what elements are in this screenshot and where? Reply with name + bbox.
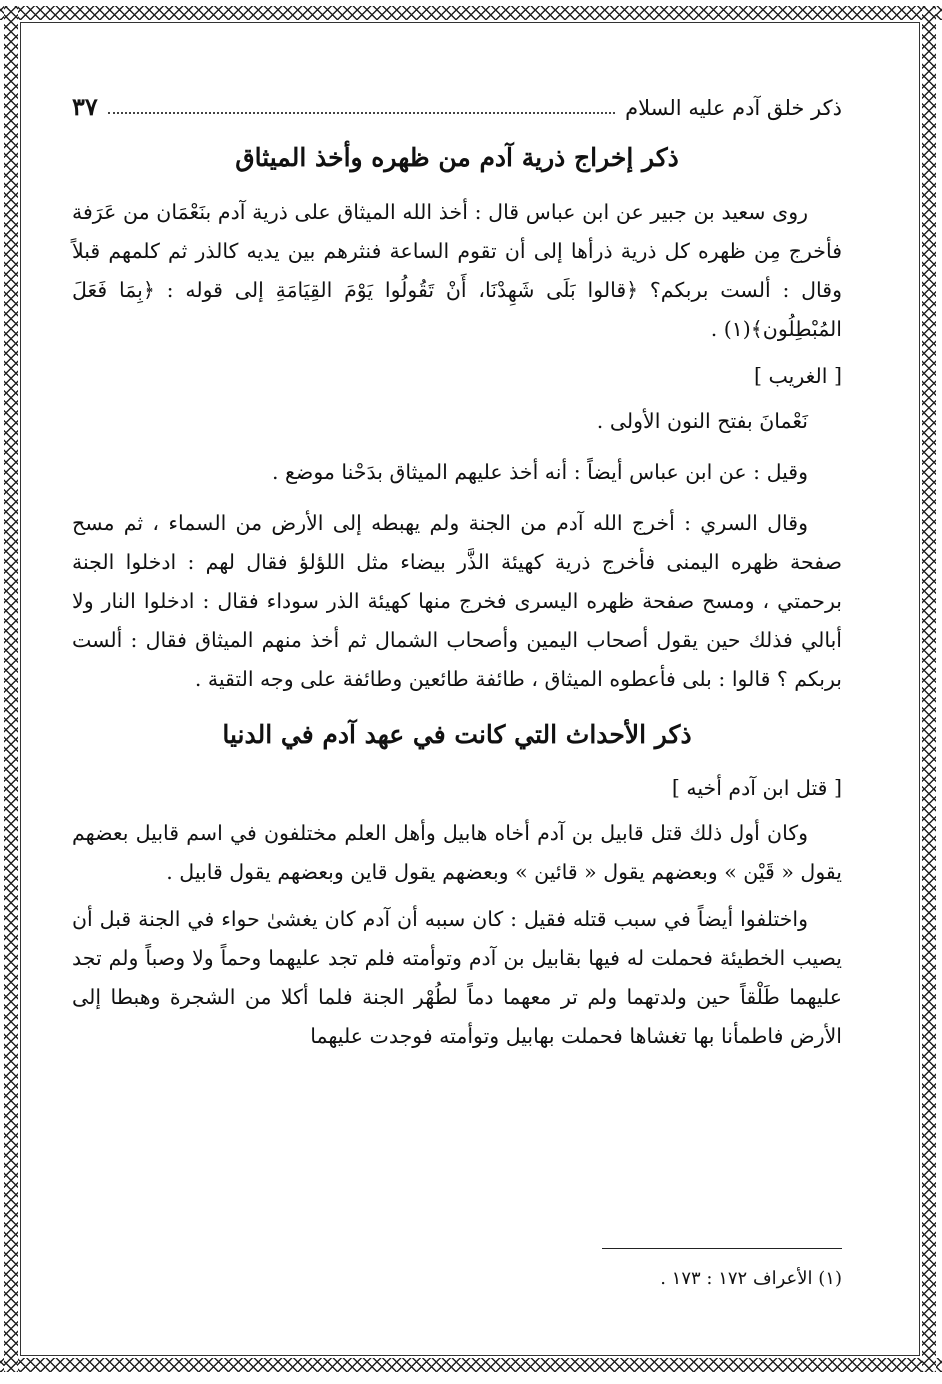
gharib-definition: نَعْمانَ بفتح النون الأولى . — [596, 408, 808, 433]
gharib-label: [ الغريب ] — [753, 363, 842, 388]
footnote-rule — [602, 1248, 842, 1249]
paragraph-cause-of-killing: واختلفوا أيضاً في سبب قتله فقيل : كان سببه أن آدم كان يغشىٰ حواء في الجنة قبل أن يصيب الخطيئة فحملت له فيها بقابيل بن آدم وتوأمته فلم تجد عليهما وحماً ولا وصباً ولم تجد عليهما طَلْقاً حين ولدتهما ولم تر معهما دماً لطُهْر الجنة فلما أكلا من الشجرة وهبطا إلى الأرض فاطمأنا بها تغشاها فحملت بهابيل وتوأمته فوجدت عليهما — [72, 907, 842, 1048]
page-content — [72, 78, 842, 1328]
running-header-title: ذكر خلق آدم عليه السلام — [625, 95, 842, 120]
running-header — [72, 78, 842, 122]
paragraph-qila: وقيل : عن ابن عباس أيضاً : أنه أخذ عليهم الميثاق بدَحْنا موضع . — [271, 459, 808, 484]
subheading-qatl: [ قتل ابن آدم أخيه ] — [671, 776, 842, 800]
ornamental-border-left — [4, 6, 18, 1372]
section-heading-mithaq: ذكر إخراج ذرية آدم من ظهره وأخذ الميثاق — [235, 143, 679, 172]
ornamental-border-right — [922, 6, 936, 1372]
paragraph-suddi: وقال السري : أخرج الله آدم من الجنة ولم يهبطه إلى الأرض من السماء ، ثم مسح صفحة ظهره اليمنى فأخرج ذرية كهيئة الذَّر بيضاء مثل اللؤلؤ فقال لهم : ادخلوا الجنة برحمتي ، ومسح صفحة ظهره اليسرى فخرج منها كهيئة الذر سوداء فقال : ادخلوا النار ولا أبالي فذلك حين يقول أصحاب اليمين وأصحاب الشمال ثم أخذ منهم الميثاق فقال : ألست بربكم ؟ قالوا : بلى فأعطوه الميثاق ، طائفة طائعين وطائفة على وجه التقية . — [72, 510, 842, 691]
section-heading-events: ذكر الأحداث التي كانت في عهد آدم في الدنيا — [222, 719, 692, 749]
ornamental-border-bottom — [0, 1358, 942, 1372]
page-number: ٣٧ — [72, 91, 98, 121]
ornamental-border-top — [0, 6, 942, 20]
footnote: (١) الأعراف ١٧٢ : ١٧٣ . — [660, 1268, 842, 1289]
paragraph-qabil-names: وكان أول ذلك قتل قابيل بن آدم أخاه هابيل وأهل العلم مختلفون في اسم قابيل بعضهم يقول « قَيْن » وبعضهم يقول « قائين » وبعضهم يقول قاين وبعضهم يقول قابيل . — [72, 821, 842, 884]
paragraph-ibn-abbas: روى سعيد بن جبير عن ابن عباس قال : أخذ الله الميثاق على ذرية آدم بنَعْمَان من عَرَفة فأخرج مِن ظهره كل ذرية ذرأها إلى أن تقوم الساعة فنثرهم بين يديه كالذر ثم كلمهم قبلاً وقال : ألست بربكم؟ ﴿قالوا بَلَى شَهِدْنَا، أَنْ تَقُولُوا يَوْمَ القِيَامَةِ إلى قوله : ﴿بِمَا فَعَلَ المُبْطِلُون﴾(١) . — [72, 199, 842, 341]
running-header-leader-dots — [108, 112, 615, 114]
